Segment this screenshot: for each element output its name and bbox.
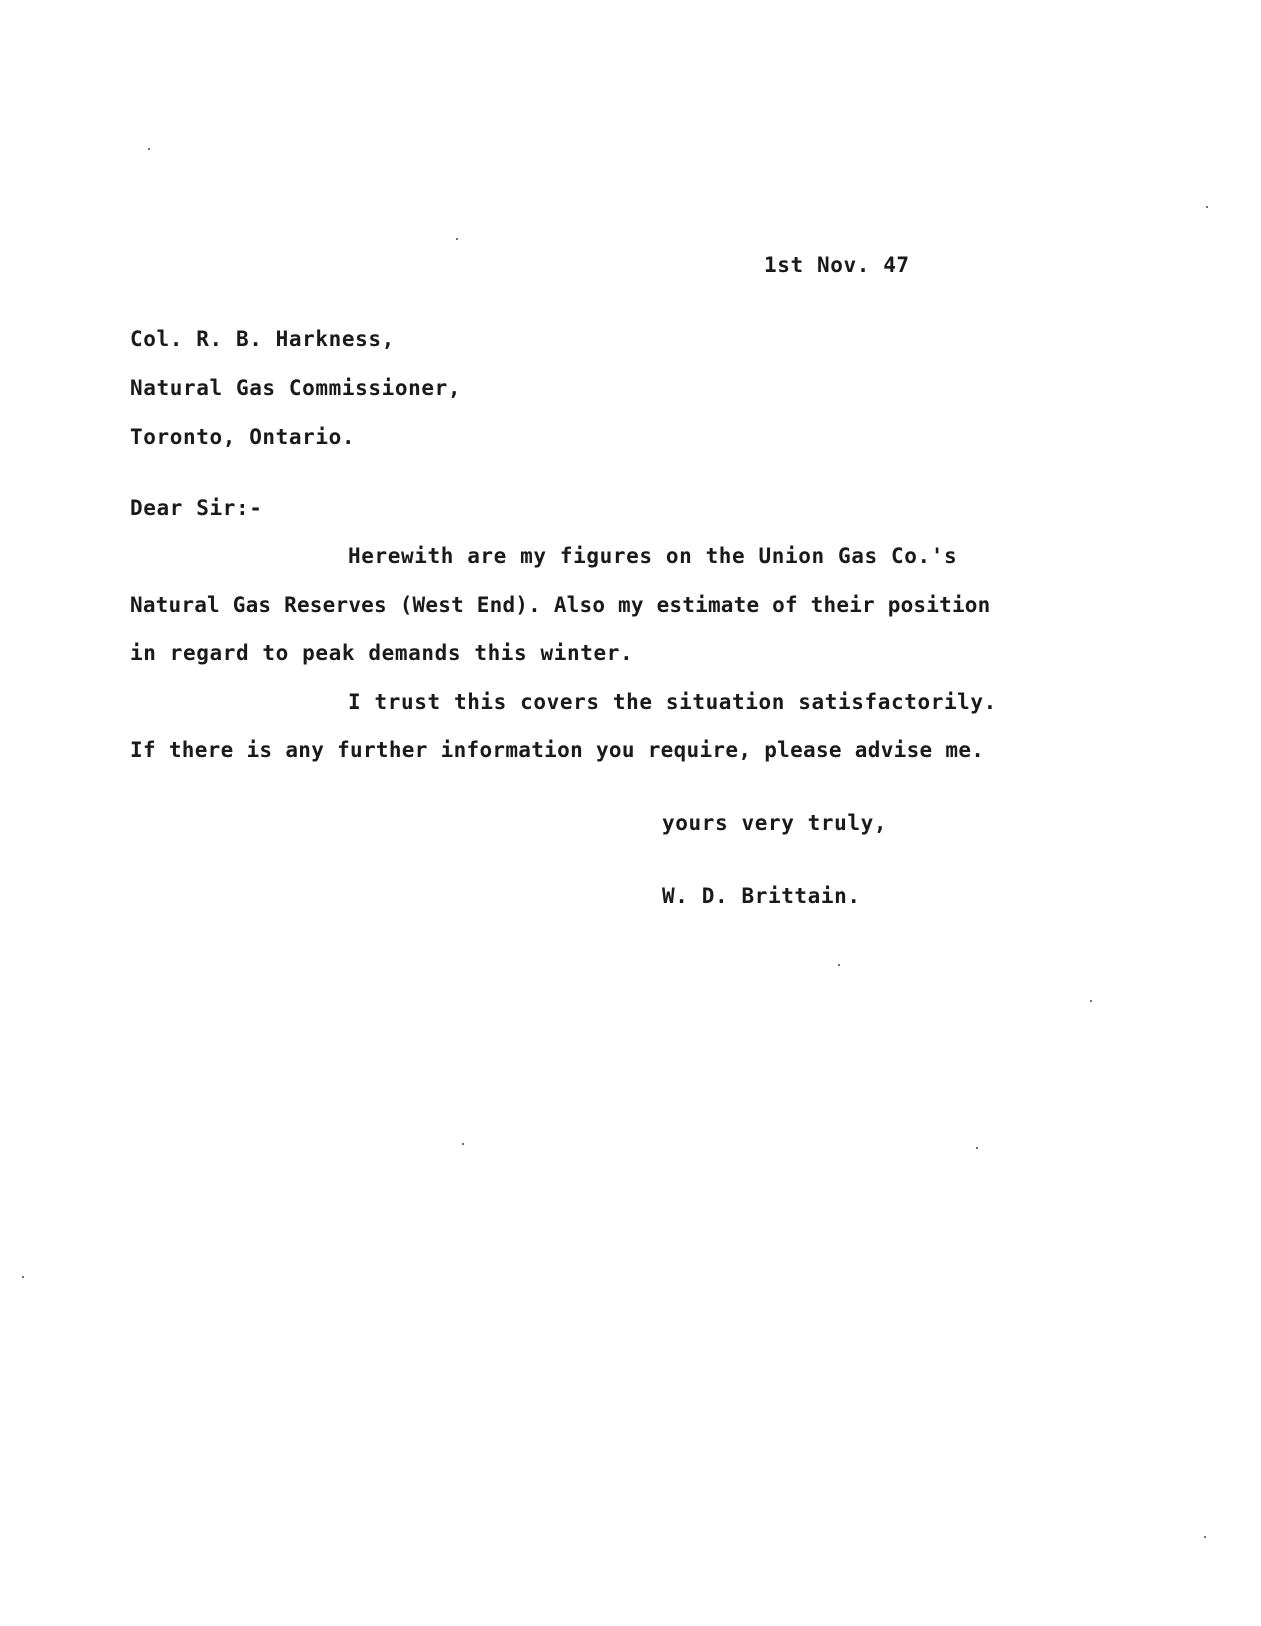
scan-speck bbox=[1206, 206, 1208, 208]
recipient-title: Natural Gas Commissioner, bbox=[130, 376, 462, 400]
scan-speck bbox=[22, 1276, 24, 1278]
salutation: Dear Sir:- bbox=[130, 496, 263, 520]
body-paragraph-2-line-1: I trust this covers the situation satisfactorily. bbox=[348, 690, 997, 714]
recipient-city: Toronto, Ontario. bbox=[130, 425, 356, 449]
scan-speck bbox=[456, 238, 458, 240]
scan-speck bbox=[1090, 1000, 1092, 1002]
body-paragraph-1-line-1: Herewith are my figures on the Union Gas Co.'s bbox=[348, 544, 958, 568]
body-paragraph-1-line-2: Natural Gas Reserves (West End). Also my estimate of their position bbox=[130, 593, 991, 617]
closing: yours very truly, bbox=[662, 811, 888, 835]
scan-speck bbox=[1204, 1536, 1206, 1538]
scan-speck bbox=[148, 148, 150, 150]
scan-speck bbox=[976, 1147, 978, 1149]
scan-speck bbox=[838, 964, 840, 966]
signature: W. D. Brittain. bbox=[662, 884, 861, 908]
recipient-name: Col. R. B. Harkness, bbox=[130, 327, 395, 351]
scan-speck bbox=[462, 1143, 464, 1145]
letter-date: 1st Nov. 47 bbox=[764, 253, 910, 277]
body-paragraph-1-line-3: in regard to peak demands this winter. bbox=[130, 641, 634, 665]
body-paragraph-2-line-2: If there is any further information you require, please advise me. bbox=[130, 738, 985, 762]
